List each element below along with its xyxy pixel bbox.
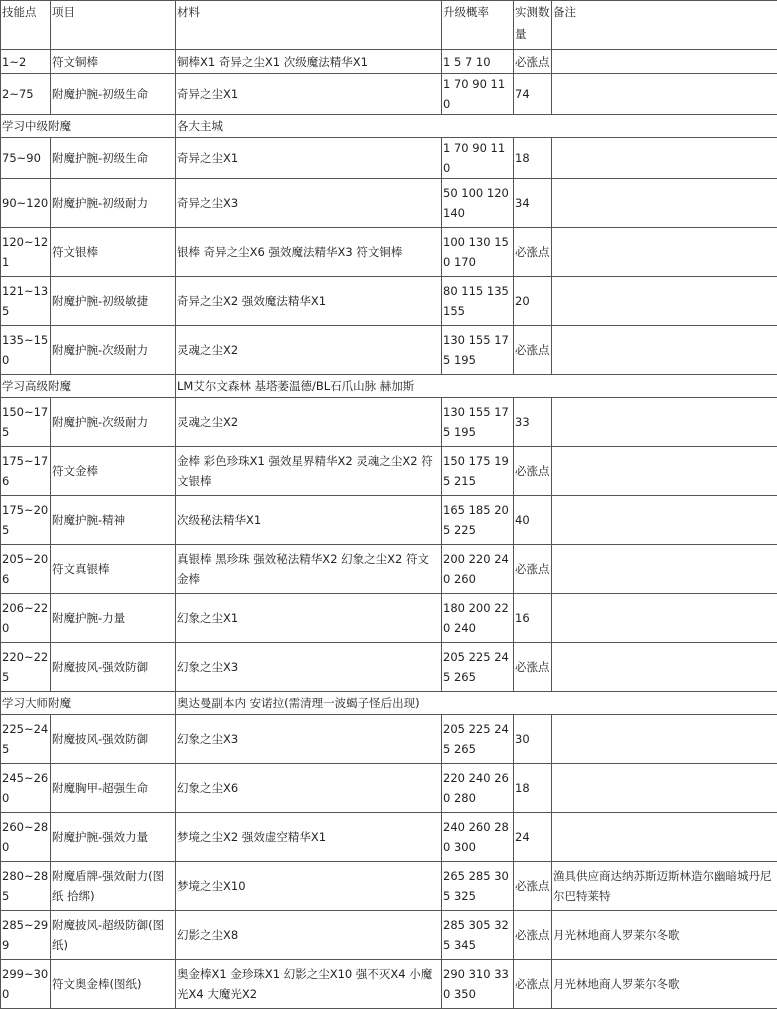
- section-header-row: [1, 115, 777, 138]
- skill-range-cell: 220~225: [1, 643, 51, 692]
- materials-cell: 金棒 彩色珍珠X1 强效星界精华X2 灵魂之尘X2 符文银棒: [176, 447, 442, 496]
- note-cell: [552, 74, 777, 115]
- materials-cell: 幻象之尘X1: [176, 594, 442, 643]
- probability-cell: 1 70 90 110: [442, 74, 514, 115]
- measured-cell: 必涨点: [514, 545, 552, 594]
- table-row: [1, 277, 777, 326]
- note-cell: [552, 228, 777, 277]
- table-row: [1, 960, 777, 1009]
- skill-range-cell: 299~300: [1, 960, 51, 1009]
- skill-range-cell: 120~121: [1, 228, 51, 277]
- measured-cell: 18: [514, 138, 552, 179]
- probability-cell: 150 175 195 215: [442, 447, 514, 496]
- item-cell: 附魔护腕-初级生命: [51, 74, 176, 115]
- item-cell: 附魔护腕-次级耐力: [51, 398, 176, 447]
- note-cell: [552, 764, 777, 813]
- skill-range-cell: 121~135: [1, 277, 51, 326]
- item-cell: 符文奥金棒(图纸): [51, 960, 176, 1009]
- measured-cell: 18: [514, 764, 552, 813]
- table-row: [1, 643, 777, 692]
- table-row: [1, 179, 777, 228]
- probability-cell: 80 115 135 155: [442, 277, 514, 326]
- probability-cell: 240 260 280 300: [442, 813, 514, 862]
- measured-cell: 34: [514, 179, 552, 228]
- table-row: [1, 862, 777, 911]
- measured-cell: 必涨点: [514, 911, 552, 960]
- measured-cell: 74: [514, 74, 552, 115]
- materials-cell: 奇异之尘X3: [176, 179, 442, 228]
- measured-cell: 必涨点: [514, 862, 552, 911]
- probability-cell: 130 155 175 195: [442, 326, 514, 375]
- materials-cell: 幻象之尘X6: [176, 764, 442, 813]
- table-row: [1, 50, 777, 74]
- header-row: [1, 1, 777, 50]
- table-row: [1, 326, 777, 375]
- item-cell: 符文银棒: [51, 228, 176, 277]
- item-cell: 附魔披风-超级防御(图纸): [51, 911, 176, 960]
- item-cell: 附魔护腕-力量: [51, 594, 176, 643]
- note-cell: [552, 594, 777, 643]
- skill-range-cell: 280~285: [1, 862, 51, 911]
- note-cell: [552, 643, 777, 692]
- materials-cell: 灵魂之尘X2: [176, 326, 442, 375]
- section-title: 学习大师附魔: [1, 692, 176, 715]
- materials-cell: 奇异之尘X1: [176, 74, 442, 115]
- probability-cell: 220 240 260 280: [442, 764, 514, 813]
- probability-cell: 1 5 7 10: [442, 50, 514, 74]
- materials-cell: 真银棒 黑珍珠 强效秘法精华X2 幻象之尘X2 符文金棒: [176, 545, 442, 594]
- materials-cell: 灵魂之尘X2: [176, 398, 442, 447]
- note-cell: [552, 138, 777, 179]
- measured-cell: 30: [514, 715, 552, 764]
- probability-cell: 1 70 90 110: [442, 138, 514, 179]
- item-cell: 附魔护腕-初级敏捷: [51, 277, 176, 326]
- header-skill-points: 技能点: [1, 1, 51, 50]
- probability-cell: 205 225 245 265: [442, 643, 514, 692]
- header-materials: 材料: [176, 1, 442, 50]
- measured-cell: 必涨点: [514, 643, 552, 692]
- header-note: 备注: [552, 1, 777, 50]
- materials-cell: 幻影之尘X8: [176, 911, 442, 960]
- note-cell: [552, 398, 777, 447]
- materials-cell: 奇异之尘X1: [176, 138, 442, 179]
- skill-range-cell: 175~176: [1, 447, 51, 496]
- skill-range-cell: 150~175: [1, 398, 51, 447]
- skill-range-cell: 135~150: [1, 326, 51, 375]
- skill-range-cell: 285~299: [1, 911, 51, 960]
- measured-cell: 24: [514, 813, 552, 862]
- item-cell: 附魔护腕-精神: [51, 496, 176, 545]
- measured-cell: 40: [514, 496, 552, 545]
- measured-cell: 必涨点: [514, 326, 552, 375]
- header-item: 项目: [51, 1, 176, 50]
- table-row: [1, 813, 777, 862]
- probability-cell: 205 225 245 265: [442, 715, 514, 764]
- note-cell: 渔具供应商达纳苏斯迈斯林造尔幽暗城丹尼尔巴特莱特: [552, 862, 777, 911]
- item-cell: 附魔披风-强效防御: [51, 643, 176, 692]
- skill-range-cell: 205~206: [1, 545, 51, 594]
- materials-cell: 幻象之尘X3: [176, 715, 442, 764]
- materials-cell: 奥金棒X1 金珍珠X1 幻影之尘X10 强不灭X4 小魔光X4 大魔光X2: [176, 960, 442, 1009]
- measured-cell: 33: [514, 398, 552, 447]
- skill-range-cell: 225~245: [1, 715, 51, 764]
- measured-cell: 必涨点: [514, 447, 552, 496]
- materials-cell: 银棒 奇异之尘X6 强效魔法精华X3 符文铜棒: [176, 228, 442, 277]
- table-row: [1, 496, 777, 545]
- table-row: [1, 911, 777, 960]
- section-title: 学习高级附魔: [1, 375, 176, 398]
- section-location: 各大主城: [176, 115, 777, 138]
- table-row: [1, 447, 777, 496]
- section-header-row: [1, 692, 777, 715]
- materials-cell: 梦境之尘X2 强效虚空精华X1: [176, 813, 442, 862]
- note-cell: [552, 813, 777, 862]
- note-cell: 月光林地商人罗莱尔冬歌: [552, 960, 777, 1009]
- table-row: [1, 138, 777, 179]
- probability-cell: 265 285 305 325: [442, 862, 514, 911]
- materials-cell: 铜棒X1 奇异之尘X1 次级魔法精华X1: [176, 50, 442, 74]
- section-header-row: [1, 375, 777, 398]
- section-location: LM艾尔文森林 基塔萎温德/BL石爪山脉 赫加斯: [176, 375, 777, 398]
- skill-range-cell: 90~120: [1, 179, 51, 228]
- note-cell: [552, 545, 777, 594]
- note-cell: [552, 715, 777, 764]
- section-title: 学习中级附魔: [1, 115, 176, 138]
- note-cell: [552, 50, 777, 74]
- section-location: 奥达曼副本内 安诺拉(需清理一波蝎子怪后出现): [176, 692, 777, 715]
- materials-cell: 幻象之尘X3: [176, 643, 442, 692]
- probability-cell: 285 305 325 345: [442, 911, 514, 960]
- note-cell: [552, 277, 777, 326]
- skill-range-cell: 175~205: [1, 496, 51, 545]
- table-row: [1, 594, 777, 643]
- skill-range-cell: 75~90: [1, 138, 51, 179]
- table-row: [1, 715, 777, 764]
- item-cell: 附魔护腕-强效力量: [51, 813, 176, 862]
- skill-range-cell: 206~220: [1, 594, 51, 643]
- note-cell: [552, 326, 777, 375]
- item-cell: 附魔胸甲-超强生命: [51, 764, 176, 813]
- measured-cell: 必涨点: [514, 960, 552, 1009]
- item-cell: 附魔护腕-初级耐力: [51, 179, 176, 228]
- probability-cell: 50 100 120 140: [442, 179, 514, 228]
- table-row: [1, 228, 777, 277]
- measured-cell: 20: [514, 277, 552, 326]
- note-cell: [552, 179, 777, 228]
- probability-cell: 100 130 150 170: [442, 228, 514, 277]
- item-cell: 附魔盾牌-强效耐力(图纸 拾绑): [51, 862, 176, 911]
- probability-cell: 290 310 330 350: [442, 960, 514, 1009]
- probability-cell: 165 185 205 225: [442, 496, 514, 545]
- skill-range-cell: 2~75: [1, 74, 51, 115]
- item-cell: 附魔披风-强效防御: [51, 715, 176, 764]
- item-cell: 符文铜棒: [51, 50, 176, 74]
- skill-range-cell: 260~280: [1, 813, 51, 862]
- header-measured: 实测数量: [514, 1, 552, 50]
- materials-cell: 次级秘法精华X1: [176, 496, 442, 545]
- skill-range-cell: 1~2: [1, 50, 51, 74]
- item-cell: 附魔护腕-次级耐力: [51, 326, 176, 375]
- materials-cell: 梦境之尘X10: [176, 862, 442, 911]
- table-row: [1, 398, 777, 447]
- probability-cell: 130 155 175 195: [442, 398, 514, 447]
- table-row: [1, 545, 777, 594]
- probability-cell: 200 220 240 260: [442, 545, 514, 594]
- item-cell: 附魔护腕-初级生命: [51, 138, 176, 179]
- measured-cell: 必涨点: [514, 228, 552, 277]
- measured-cell: 必涨点: [514, 50, 552, 74]
- materials-cell: 奇异之尘X2 强效魔法精华X1: [176, 277, 442, 326]
- item-cell: 符文金棒: [51, 447, 176, 496]
- probability-cell: 180 200 220 240: [442, 594, 514, 643]
- header-probability: 升级概率: [442, 1, 514, 50]
- measured-cell: 16: [514, 594, 552, 643]
- table-row: [1, 74, 777, 115]
- note-cell: [552, 447, 777, 496]
- note-cell: 月光林地商人罗莱尔冬歌: [552, 911, 777, 960]
- skill-range-cell: 245~260: [1, 764, 51, 813]
- table-row: [1, 764, 777, 813]
- note-cell: [552, 496, 777, 545]
- item-cell: 符文真银棒: [51, 545, 176, 594]
